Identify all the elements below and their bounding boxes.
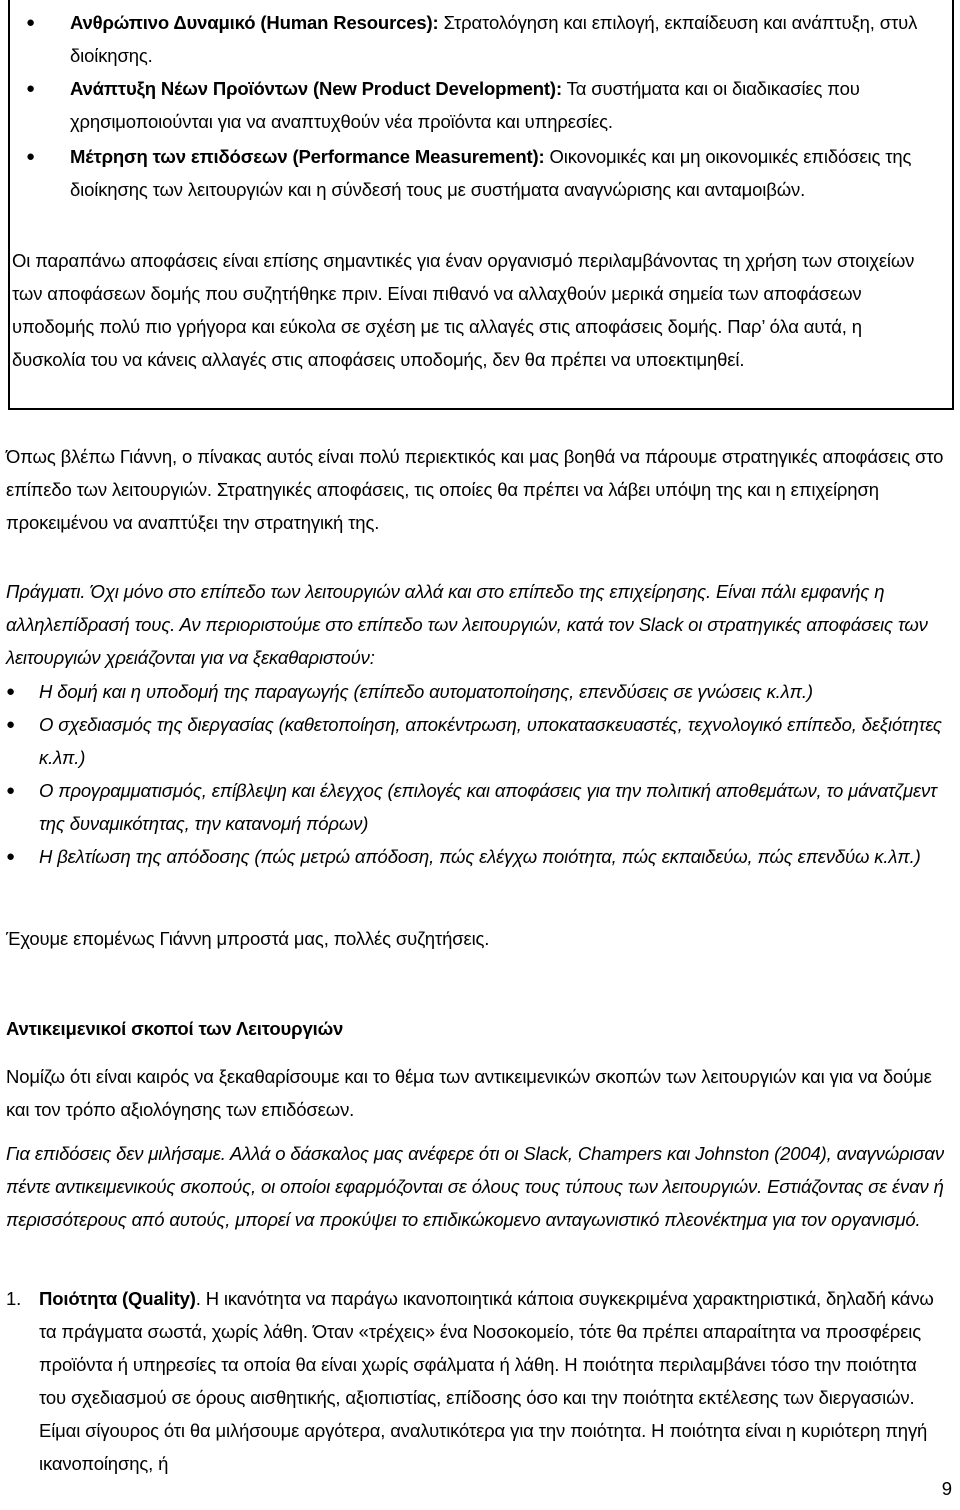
paragraph-1-text: Όπως βλέπω Γιάννη, ο πίνακας αυτός είναι πολύ περιεκτικός και μας βοηθά να πάρουμε στρατηγικές αποφάσεις στο επίπεδο των λειτουργιών. Στρατηγικές αποφάσεις, τις οποίες θα πρέπει να λάβει υπόψη της και η επιχείρηση προκειμένου να αναπτύξει την στρατηγική της. — [6, 446, 944, 533]
bullet-bold: Ανθρώπινο Δυναμικό (Human Resources): — [70, 12, 439, 33]
paragraph-5-text: Για επιδόσεις δεν μιλήσαμε. Αλλά ο δάσκαλος μας ανέφερε ότι οι Slack, Champers και Johnston (2004), αναγνώρισαν πέντε αντικειμενικούς σκοπούς, οι οποίοι εφαρμόζονται σε όλους τους τύπους των λειτουργιών. Εστιάζοντας σε έναν ή περισσότερους από αυτούς, μπορεί να προκύψει το επιδικώκομενο ανταγωνιστικό πλεονέκτημα για τον οργανισμό. — [6, 1143, 944, 1230]
paragraph-2-text: Πράγματι. Όχι μόνο στο επίπεδο των λειτουργιών αλλά και στο επίπεδο της επιχείρησης. Είναι πάλι εμφανής η αλληλεπίδρασή τους. Αν περιοριστούμε στο επίπεδο των λειτουργιών, κατά τον Slack οι στρατηγικές αποφάσεις των λειτουργιών χρειάζονται για να ξεκαθαριστούν: — [6, 581, 928, 668]
paragraph-2 — [6, 575, 946, 674]
paragraph-1 — [6, 440, 946, 539]
bullet-icon: ● — [6, 716, 16, 733]
section-heading — [6, 1012, 946, 1045]
box-bullet-1 — [12, 6, 940, 72]
paragraph-5 — [6, 1137, 946, 1236]
bullet-text: Τα συστήματα και οι διαδικασίες που χρησιμοποιούνται για να αναπτυχθούν νέα προϊόντα και υπηρεσίες. — [70, 78, 860, 132]
paragraph-3 — [6, 922, 946, 955]
list-item-text: Ο σχεδιασμός της διεργασίας (καθετοποίηση, αποκέντρωση, υποκατασκευαστές, τεχνολογικό επίπεδο, δεξιότητες κ.λπ.) — [39, 714, 942, 768]
box-bullet-2 — [12, 72, 940, 138]
bullet-icon: ● — [6, 848, 16, 865]
list-item — [6, 774, 946, 840]
bullet-list — [6, 675, 946, 873]
numbered-item-1 — [6, 1282, 946, 1480]
paragraph-4-text: Νομίζω ότι είναι καιρός να ξεκαθαρίσουμε και το θέμα των αντικειμενικών σκοπών των λειτουργιών και για να δούμε και τον τρόπο αξιολόγησης των επιδόσεων. — [6, 1066, 932, 1120]
bullet-icon: ● — [6, 683, 16, 700]
list-item-text: Η βελτίωση της απόδοσης (πώς μετρώ απόδοση, πώς ελέγχω ποιότητα, πώς εκπαιδεύω, πώς επενδύω κ.λπ.) — [39, 846, 921, 867]
page-number: 9 — [941, 1478, 952, 1499]
item-number: 1. — [6, 1288, 22, 1309]
bullet-icon: ● — [26, 80, 36, 97]
bullet-icon: ● — [26, 14, 36, 31]
item-text: . Η ικανότητα να παράγω ικανοποιητικά κάποια συγκεκριμένα χαρακτηριστικά, δηλαδή κάνω τα πράγματα σωστά, χωρίς λάθη. Όταν «τρέχεις» ένα Νοσοκομείο, τότε θα πρέπει απαραίτητα να προσφέρεις προϊόντα ή υπηρεσίες τα οποία θα είναι χωρίς σφάλματα ή λάθη. Η ποιότητα περιλαμβάνει τόσο την ποιότητα του σχεδιασμού σε όρους αισθητικής, αξιοπιστίας, επίδοσης όσο και την ποιότητα εκτέλεσης των διεργασιών. Είμαι σίγουρος ότι θα μιλήσουμε αργότερα, αναλυτικότερα για την ποιότητα. Η ποιότητα είναι η κυριότερη πηγή ικανοποίησης, ή — [39, 1288, 934, 1474]
list-item — [6, 675, 946, 708]
bullet-icon: ● — [6, 782, 16, 799]
item-bold: Ποιότητα (Quality) — [39, 1288, 196, 1309]
list-item — [6, 840, 946, 873]
bullet-icon: ● — [26, 148, 36, 165]
bullet-bold: Ανάπτυξη Νέων Προϊόντων (New Product Development): — [70, 78, 562, 99]
paragraph-4 — [6, 1060, 946, 1126]
box-paragraph-text: Οι παραπάνω αποφάσεις είναι επίσης σημαντικές για έναν οργανισμό περιλαμβάνοντας τη χρήση των στοιχείων των αποφάσεων δομής που συζητήθηκε πριν. Είναι πιθανό να αλλαχθούν μερικά σημεία των αποφάσεων υποδομής πολύ πιο γρήγορα και εύκολα σε σχέση με τις αλλαγές στις αποφάσεις δομής. Παρ’ όλα αυτά, η δυσκολία του να κάνεις αλλαγές στις αποφάσεις υποδομής, δεν θα πρέπει να υποεκτιμηθεί. — [12, 250, 915, 370]
bullet-text: Στρατολόγηση και επιλογή, εκπαίδευση και ανάπτυξη, στυλ διοίκησης. — [70, 12, 918, 66]
bullet-bold: Μέτρηση των επιδόσεων (Performance Measurement): — [70, 146, 545, 167]
list-item-text: Ο προγραμματισμός, επίβλεψη και έλεγχος (επιλογές και αποφάσεις για την πολιτική αποθεμάτων, το μάνατζμεντ της δυναμικότητας, την κατανομή πόρων) — [39, 780, 937, 834]
box-bullet-3 — [12, 140, 940, 206]
bullet-text: Οικονομικές και μη οικονομικές επιδόσεις της διοίκησης των λειτουργιών και η σύνδεσή τους με συστήματα αναγνώρισης και ανταμοιβών. — [70, 146, 912, 200]
paragraph-3-text: Έχουμε επομένως Γιάννη μπροστά μας, πολλές συζητήσεις. — [6, 928, 490, 949]
list-item-text: Η δομή και η υποδομή της παραγωγής (επίπεδο αυτοματοποίησης, επενδύσεις σε γνώσεις κ.λπ.) — [39, 681, 813, 702]
section-heading-text: Αντικειμενικοί σκοποί των Λειτουργιών — [6, 1018, 344, 1039]
box-paragraph — [12, 244, 937, 376]
list-item — [6, 708, 946, 774]
